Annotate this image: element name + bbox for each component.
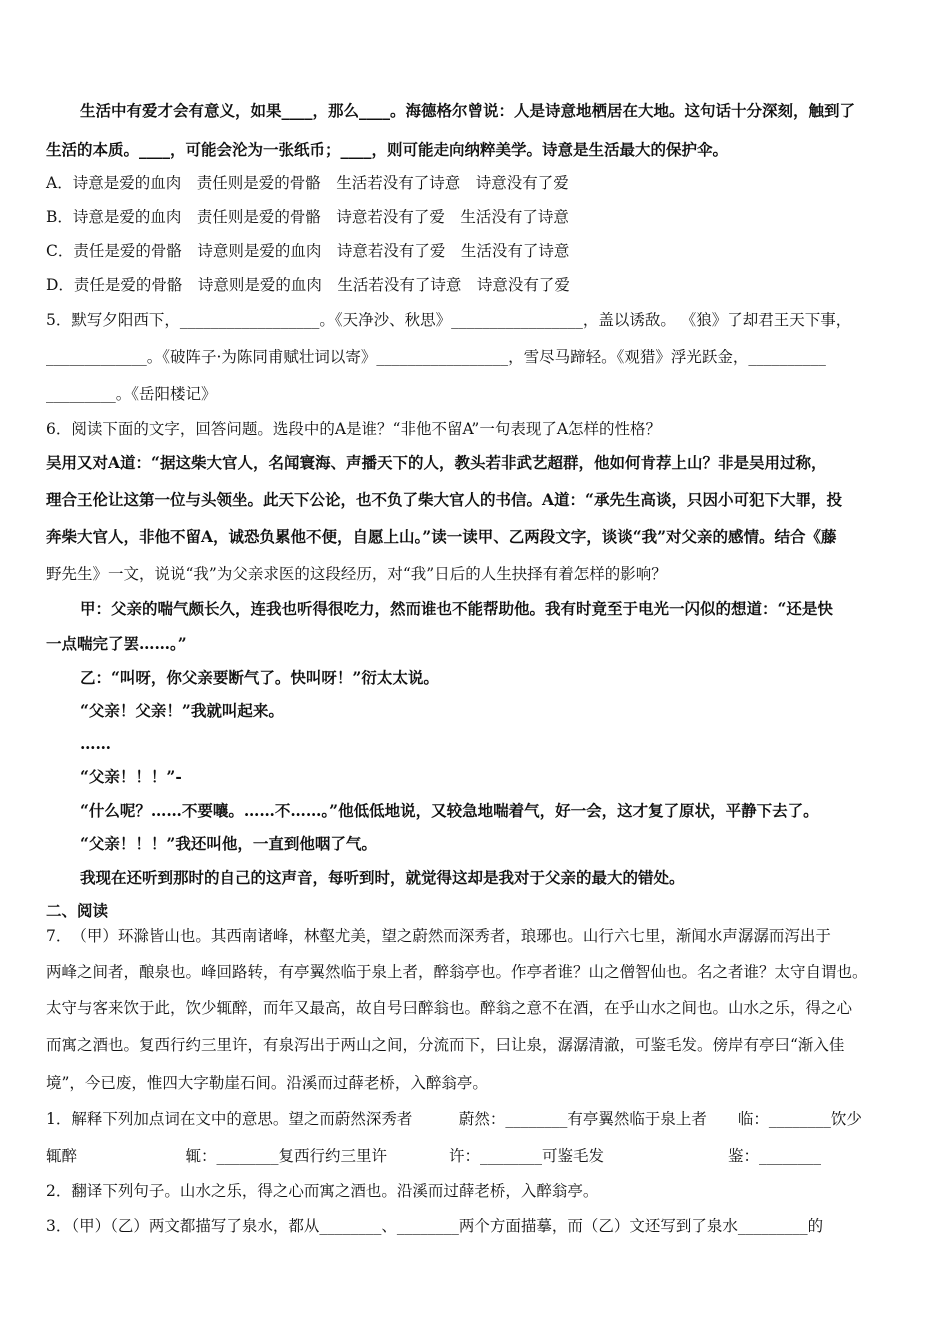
text-line: 甲：父亲的喘气颇长久，连我也听得很吃力，然而谁也不能帮助他。我有时竟至于电光一闪似的想道：“还是快 (80, 599, 833, 618)
text-line: 一点喘完了罢……。” (46, 634, 187, 653)
text-line: …… (80, 734, 111, 753)
text-line: 太守与客来饮于此，饮少辄醉，而年又最高，故自号曰醉翁也。醉翁之意不在酒，在乎山水之间也。山水之乐，得之心 (46, 999, 853, 1017)
text-line: 境”，今已废，惟四大字勒崖石间。沿溪而过薛老桥，入醉翁亭。 (46, 1074, 488, 1092)
text-line: 而寓之酒也。复西行约三里许，有泉泻出于两山之间，分流而下，曰让泉，潺潺清澈，可鉴毛发。傍岸有亭曰“渐入佳 (46, 1036, 845, 1054)
text-line: 我现在还听到那时的自己的这声音，每听到时，就觉得这却是我对于父亲的最大的错处。 (80, 868, 685, 887)
text-line: 野先生》一文，说说“我”为父亲求医的这段经历，对“我”日后的人生抉择有着怎样的影响？ (46, 565, 667, 583)
text-line: _____________。《破阵子·为陈同甫赋壮词以寄》_________________，雪尽马蹄轻。《观猎》浮光跃金，__________ (46, 348, 826, 366)
subquestion-2: 2．翻译下列句子。山水之乐，得之心而寓之酒也。沿溪而过薛老桥，入醉翁亭。 (46, 1182, 599, 1200)
text-line: 生活的本质。____，可能会沦为一张纸币；____，则可能走向纳粹美学。诗意是生活最大的保护伞。 (46, 140, 729, 159)
subquestion-1: 1．解释下列加点词在文中的意思。望之而蔚然深秀者 蔚然：________有亭翼然临于泉上者 临：________饮少 (46, 1110, 862, 1128)
text-line: “父亲！父亲！”我就叫起来。 (80, 701, 284, 720)
option-a: A．诗意是爱的血肉 责任则是爱的骨骼 生活若没有了诗意 诗意没有了爱 (46, 174, 569, 192)
text-line: 吴用又对A道：“据这柴大官人，名闻寰海、声播天下的人，教头若非武艺超群，他如何肯荐上山？非是吴用过称， (46, 453, 827, 472)
text-line: _________。《岳阳楼记》 (46, 385, 217, 403)
text-line: “父亲！！！”我还叫他，一直到他咽了气。 (80, 834, 377, 853)
text-line: 奔柴大官人，非他不留A，诚恐负累他不便，自愿上山。”读一读甲、乙两段文字，谈谈“我”对父亲的感情。结合《藤 (46, 527, 837, 546)
question-5: 5．默写夕阳西下，__________________。《天净沙、秋思》_________________，盖以诱敌。 《狼》了却君王天下事， (46, 311, 852, 329)
text-line: “父亲！！！”- (80, 767, 182, 786)
text-line: 两峰之间者，酿泉也。峰回路转，有亭翼然临于泉上者，醉翁亭也。作亭者谁？山之僧智仙也。名之者谁？太守自谓也。 (46, 963, 868, 981)
text-line: 乙：“叫呀，你父亲要断气了。快叫呀！”衍太太说。 (80, 668, 439, 687)
text-line: 辄醉 辄：________复西行约三里许 许：________可鉴毛发 鉴：________ (46, 1147, 822, 1165)
section-heading: 二、阅读 (46, 901, 109, 920)
option-b: B．诗意是爱的血肉 责任则是爱的骨骼 诗意若没有了爱 生活没有了诗意 (46, 208, 569, 226)
text-line: 理合王伦让这第一位与头领坐。此天下公论，也不负了柴大官人的书信。A道：“承先生高谈，只因小可犯下大罪，投 (46, 490, 842, 509)
option-c: C．责任是爱的骨骼 诗意则是爱的血肉 诗意若没有了爱 生活没有了诗意 (46, 242, 570, 260)
question-7: 7． （甲）环滁皆山也。其西南诸峰，林壑尤美，望之蔚然而深秀者，琅琊也。山行六七里，渐闻水声潺潺而泻出于 (46, 927, 831, 945)
question-6: 6．阅读下面的文字，回答问题。选段中的A是谁？“非他不留A”一句表现了A怎样的性格？ (46, 420, 662, 438)
text-line: “什么呢？……不要嚷。……不……。”他低低地说，又较急地喘着气，好一会，这才复了原状，平静下去了。 (80, 801, 819, 820)
subquestion-3: 3．（甲）（乙）两文都描写了泉水，都从________、________两个方面描摹，而（乙）文还写到了泉水_________的 (46, 1217, 824, 1235)
text-line: 生活中有爱才会有意义，如果____，那么____。海德格尔曾说：人是诗意地栖居在大地。这句话十分深刻，触到了 (80, 101, 856, 120)
option-d: D．责任是爱的骨骼 诗意则是爱的血肉 生活若没有了诗意 诗意没有了爱 (46, 276, 570, 294)
